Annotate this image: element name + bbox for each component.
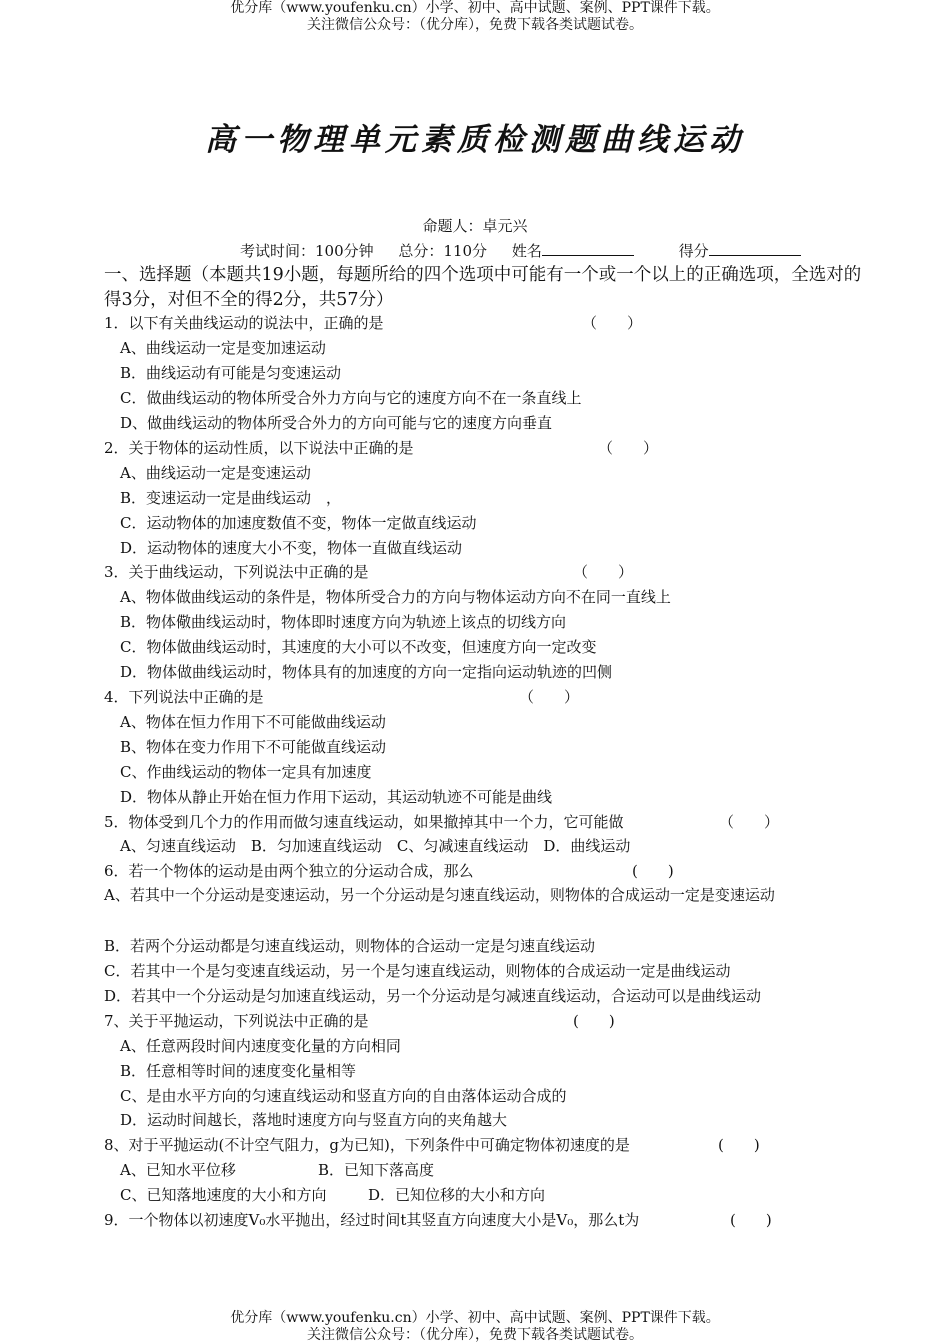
question-2-stem: 2．关于物体的运动性质，以下说法中正确的是 <box>104 439 414 457</box>
footer-line-1: 优分库（www.youfenku.cn）小学、初中、高中试题、案例、PPT课件下载。 <box>230 1310 720 1326</box>
question-7-option-b: B．任意相等时间的速度变化量相等 <box>120 1062 357 1080</box>
question-7-option-c: C、是由水平方向的匀速直线运动和竖直方向的自由落体运动合成的 <box>120 1087 567 1105</box>
question-8-option-a: A、已知水平位移 <box>120 1161 236 1179</box>
question-6-option-a: A、若其中一个分运动是变速运动，另一个分运动是匀速直线运动，则物体的合成运动一定是变速运动 <box>104 886 775 904</box>
question-1-option-a: A、曲线运动一定是变加速运动 <box>120 339 326 357</box>
question-1-option-b: B．曲线运动有可能是匀变速运动 <box>120 364 342 382</box>
footer-line-2: 关注微信公众号：（优分库），免费下载各类试题试卷。 <box>307 1327 643 1343</box>
question-2-option-c: C．运动物体的加速度数值不变，物体一定做直线运动 <box>120 514 477 532</box>
score-field <box>679 242 821 260</box>
question-6-option-c: C．若其中一个是匀变速直线运动，另一个是匀速直线运动，则物体的合成运动一定是曲线运动 <box>104 962 731 980</box>
question-6-option-b: B．若两个分运动都是匀速直线运动，则物体的合运动一定是匀速直线运动 <box>104 937 596 955</box>
question-5-answer-paren: （ ） <box>719 813 780 831</box>
section-heading: 一、选择题（本题共19小题，每题所给的四个选项中可能有一个或一个以上的正确选项，全选对的得3分，对但不全的得2分，共57分） <box>104 265 862 310</box>
question-3-stem: 3．关于曲线运动，下列说法中正确的是 <box>104 563 369 581</box>
exam-total: 总分：110分 <box>398 242 488 260</box>
question-3-answer-paren: （ ） <box>573 563 634 581</box>
question-8-stem: 8、对于平抛运动(不计空气阻力，g为已知)，下列条件中可确定物体初速度的是 <box>104 1136 630 1154</box>
question-1-option-d: D、做曲线运动的物体所受合外力的方向可能与它的速度方向垂直 <box>120 414 553 432</box>
question-4-stem: 4．下列说法中正确的是 <box>104 688 264 706</box>
question-7-option-a: A、任意两段时间内速度变化量的方向相同 <box>120 1037 401 1055</box>
score-label: 得分 <box>678 242 709 260</box>
question-5-options: A、匀速直线运动 B．匀加速直线运动 C、匀减速直线运动 D．曲线运动 <box>120 837 631 855</box>
name-label: 姓名 <box>511 242 542 260</box>
question-9-answer-paren: ( ) <box>730 1211 772 1229</box>
question-4-option-c: C、作曲线运动的物体一定具有加速度 <box>120 763 372 781</box>
question-4-option-b: B、物体在变力作用下不可能做直线运动 <box>120 738 387 756</box>
name-blank <box>542 241 634 256</box>
page-footer <box>0 1310 950 1344</box>
question-3-option-a: A、物体做曲线运动的条件是，物体所受合力的方向与物体运动方向不在同一直线上 <box>120 588 671 606</box>
question-9-stem: 9．一个物体以初速度V₀水平抛出，经过时间t其竖直方向速度大小是V₀，那么t为 <box>104 1211 640 1229</box>
question-3-option-b: B．物体儆曲线运动时，物体即时速度方向为轨迹上该点的切线方向 <box>120 613 567 631</box>
exam-info <box>240 240 841 261</box>
question-4-option-a: A、物体在恒力作用下不可能做曲线运动 <box>120 713 386 731</box>
question-1-option-c: C．做曲线运动的物体所受合外力方向与它的速度方向不在一条直线上 <box>120 389 582 407</box>
question-8-option-d: D．已知位移的大小和方向 <box>368 1186 546 1204</box>
question-8-answer-paren: ( ) <box>718 1136 760 1154</box>
question-7-option-d: D．运动时间越长，落地时速度方向与竖直方向的夹角越大 <box>120 1111 508 1129</box>
header-line-1: 优分库（www.youfenku.cn）小学、初中、高中试题、案例、PPT课件下载。 <box>230 0 720 16</box>
question-1-answer-paren: （ ） <box>582 314 643 332</box>
question-8-option-b: B．已知下落高度 <box>318 1161 435 1179</box>
question-2-option-d: D．运动物体的速度大小不变，物体一直做直线运动 <box>120 539 463 557</box>
exam-time: 考试时间：100分钟 <box>240 242 374 260</box>
question-8-option-c: C、已知落地速度的大小和方向 <box>120 1186 327 1204</box>
name-field <box>512 242 654 260</box>
question-4-option-d: D．物体从静止开始在恒力作用下运动，其运动轨迹不可能是曲线 <box>120 788 553 806</box>
question-2-option-b: B．变速运动一定是曲线运动 ， <box>120 489 342 507</box>
author-line: 命题人：卓元兴 <box>422 217 528 235</box>
question-2-answer-paren: （ ） <box>598 439 659 457</box>
question-7-stem: 7、关于平抛运动，下列说法中正确的是 <box>104 1012 369 1030</box>
question-5-stem: 5．物体受到几个力的作用而做匀速直线运动，如果撤掉其中一个力，它可能做 <box>104 813 624 831</box>
question-3-option-c: C．物体做曲线运动时，其速度的大小可以不改变，但速度方向一定改变 <box>120 638 597 656</box>
page-header <box>0 0 950 34</box>
question-2-option-a: A、曲线运动一定是变速运动 <box>120 464 311 482</box>
question-6-stem: 6．若一个物体的运动是由两个独立的分运动合成，那么 <box>104 862 474 880</box>
question-1-stem: 1．以下有关曲线运动的说法中，正确的是 <box>104 314 384 332</box>
page-title: 高一物理单元素质检测题曲线运动 <box>205 122 745 158</box>
question-3-option-d: D．物体做曲线运动时，物体具有的加速度的方向一定指向运动轨迹的凹侧 <box>120 663 613 681</box>
score-blank <box>709 241 801 256</box>
question-7-answer-paren: ( ) <box>573 1012 615 1030</box>
question-6-option-d: D．若其中一个分运动是匀加速直线运动，另一个分运动是匀减速直线运动，合运动可以是曲线运动 <box>104 987 762 1005</box>
question-6-answer-paren: ( ) <box>632 862 674 880</box>
header-line-2: 关注微信公众号：（优分库），免费下载各类试题试卷。 <box>307 17 643 33</box>
question-4-answer-paren: （ ） <box>519 688 580 706</box>
